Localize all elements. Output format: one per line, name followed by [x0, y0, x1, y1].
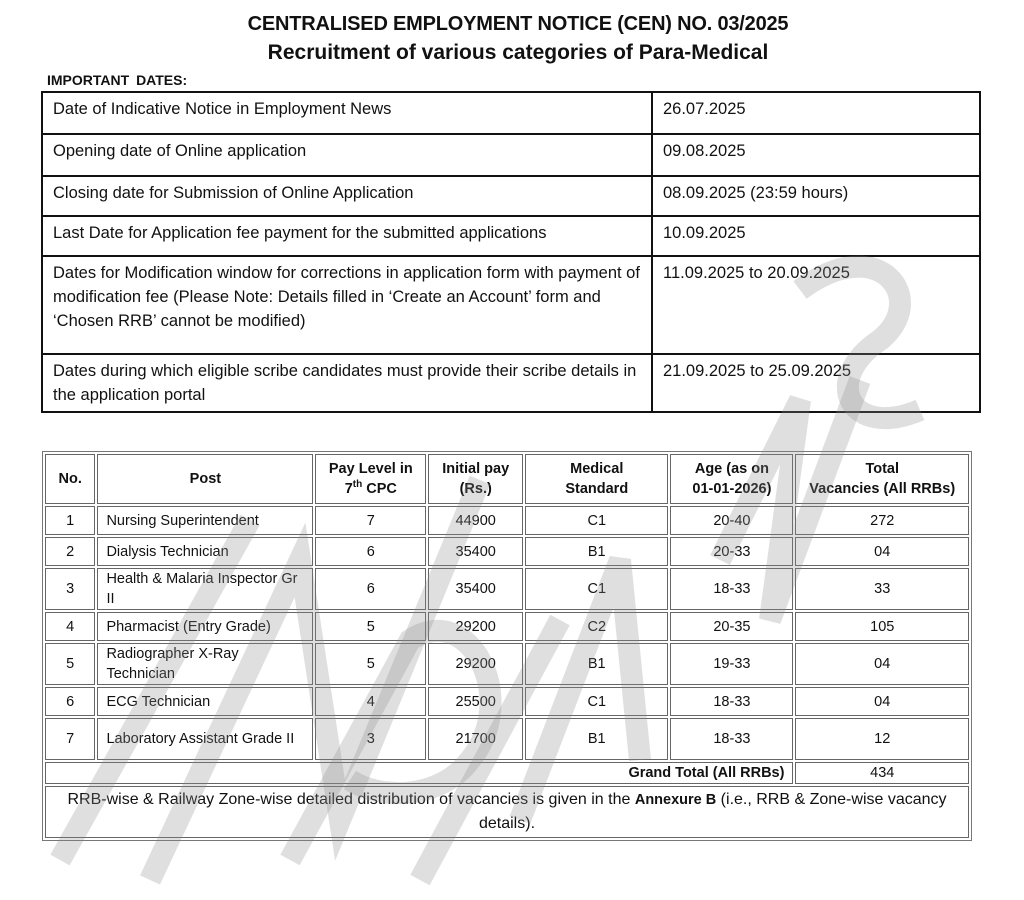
- header-vacancies: Total Vacancies (All RRBs): [795, 454, 969, 504]
- cell-medical: C1: [525, 687, 668, 716]
- date-value: 09.08.2025: [652, 134, 980, 176]
- cell-medical: C2: [525, 612, 668, 641]
- date-value: 10.09.2025: [652, 216, 980, 256]
- notice-subtitle: Recruitment of various categories of Para-Medical: [267, 41, 769, 64]
- important-dates-label: IMPORTANT DATES:: [47, 72, 188, 88]
- cell-post: Radiographer X-Ray Technician: [97, 643, 313, 685]
- date-event: Dates for Modification window for corrections in application form with payment of modification fee (Please Note: Details filled in ‘Create an Account’ form and ‘Chosen RRB’ cannot be modified): [42, 256, 652, 354]
- date-value: 11.09.2025 to 20.09.2025: [652, 256, 980, 354]
- cell-pay-level: 6: [315, 568, 426, 610]
- table-row: [45, 612, 969, 641]
- table-row: [45, 643, 969, 685]
- notice-title: CENTRALISED EMPLOYMENT NOTICE (CEN) NO. 03/2025: [247, 13, 789, 35]
- header-medical-standard: Medical Standard: [525, 454, 668, 504]
- dates-row: [42, 92, 980, 134]
- cell-no: 5: [45, 643, 95, 685]
- cell-initial-pay: 44900: [428, 506, 523, 535]
- dates-row: [42, 256, 980, 354]
- date-event: Date of Indicative Notice in Employment News: [42, 92, 652, 134]
- cell-medical: B1: [525, 718, 668, 760]
- cell-medical: C1: [525, 506, 668, 535]
- cell-vacancies: 12: [795, 718, 969, 760]
- cell-no: 4: [45, 612, 95, 641]
- cell-post: Dialysis Technician: [97, 537, 313, 566]
- cell-pay-level: 6: [315, 537, 426, 566]
- posts-header-row: [45, 454, 969, 504]
- cell-pay-level: 4: [315, 687, 426, 716]
- cell-age: 20-40: [670, 506, 793, 535]
- cell-medical: C1: [525, 568, 668, 610]
- header-no: No.: [45, 454, 95, 504]
- cell-post: Pharmacist (Entry Grade): [97, 612, 313, 641]
- grand-total-label: Grand Total (All RRBs): [45, 762, 793, 784]
- cell-initial-pay: 21700: [428, 718, 523, 760]
- date-event: Last Date for Application fee payment for the submitted applications: [42, 216, 652, 256]
- annexure-note: RRB-wise & Railway Zone-wise detailed distribution of vacancies is given in the Annexure B (i.e., RRB & Zone-wise vacancy details).: [45, 786, 969, 838]
- cell-no: 1: [45, 506, 95, 535]
- dates-row: [42, 216, 980, 256]
- date-event: Dates during which eligible scribe candidates must provide their scribe details in the application portal: [42, 354, 652, 412]
- cell-no: 6: [45, 687, 95, 716]
- date-value: 26.07.2025: [652, 92, 980, 134]
- table-row: [45, 537, 969, 566]
- cell-medical: B1: [525, 643, 668, 685]
- cell-initial-pay: 35400: [428, 568, 523, 610]
- important-dates-table: [41, 91, 981, 413]
- date-value: 21.09.2025 to 25.09.2025: [652, 354, 980, 412]
- cell-age: 18-33: [670, 718, 793, 760]
- cell-age: 20-35: [670, 612, 793, 641]
- note-row: [45, 786, 969, 838]
- cell-vacancies: 33: [795, 568, 969, 610]
- grand-total-value: 434: [795, 762, 969, 784]
- cell-initial-pay: 29200: [428, 612, 523, 641]
- cell-age: 19-33: [670, 643, 793, 685]
- table-row: [45, 568, 969, 610]
- cell-age: 18-33: [670, 568, 793, 610]
- cell-initial-pay: 35400: [428, 537, 523, 566]
- dates-row: [42, 134, 980, 176]
- cell-vacancies: 04: [795, 687, 969, 716]
- date-value: 08.09.2025 (23:59 hours): [652, 176, 980, 216]
- cell-initial-pay: 29200: [428, 643, 523, 685]
- date-event: Closing date for Submission of Online Application: [42, 176, 652, 216]
- table-row: [45, 506, 969, 535]
- cell-post: ECG Technician: [97, 687, 313, 716]
- cell-age: 20-33: [670, 537, 793, 566]
- cell-no: 7: [45, 718, 95, 760]
- cell-vacancies: 04: [795, 537, 969, 566]
- posts-table: [42, 451, 972, 841]
- cell-post: Laboratory Assistant Grade II: [97, 718, 313, 760]
- cell-vacancies: 105: [795, 612, 969, 641]
- dates-row: [42, 176, 980, 216]
- header-initial-pay: Initial pay (Rs.): [428, 454, 523, 504]
- dates-row: [42, 354, 980, 412]
- cell-pay-level: 5: [315, 643, 426, 685]
- cell-vacancies: 272: [795, 506, 969, 535]
- header-post: Post: [97, 454, 313, 504]
- cell-post: Nursing Superintendent: [97, 506, 313, 535]
- cell-pay-level: 5: [315, 612, 426, 641]
- cell-post: Health & Malaria Inspector Gr II: [97, 568, 313, 610]
- header-pay-level: Pay Level in 7th CPC: [315, 454, 426, 504]
- cell-vacancies: 04: [795, 643, 969, 685]
- table-row: [45, 687, 969, 716]
- cell-no: 2: [45, 537, 95, 566]
- cell-medical: B1: [525, 537, 668, 566]
- cell-initial-pay: 25500: [428, 687, 523, 716]
- cell-pay-level: 7: [315, 506, 426, 535]
- header-age: Age (as on 01-01-2026): [670, 454, 793, 504]
- grand-total-row: [45, 762, 969, 784]
- cell-age: 18-33: [670, 687, 793, 716]
- table-row: [45, 718, 969, 760]
- date-event: Opening date of Online application: [42, 134, 652, 176]
- cell-pay-level: 3: [315, 718, 426, 760]
- cell-no: 3: [45, 568, 95, 610]
